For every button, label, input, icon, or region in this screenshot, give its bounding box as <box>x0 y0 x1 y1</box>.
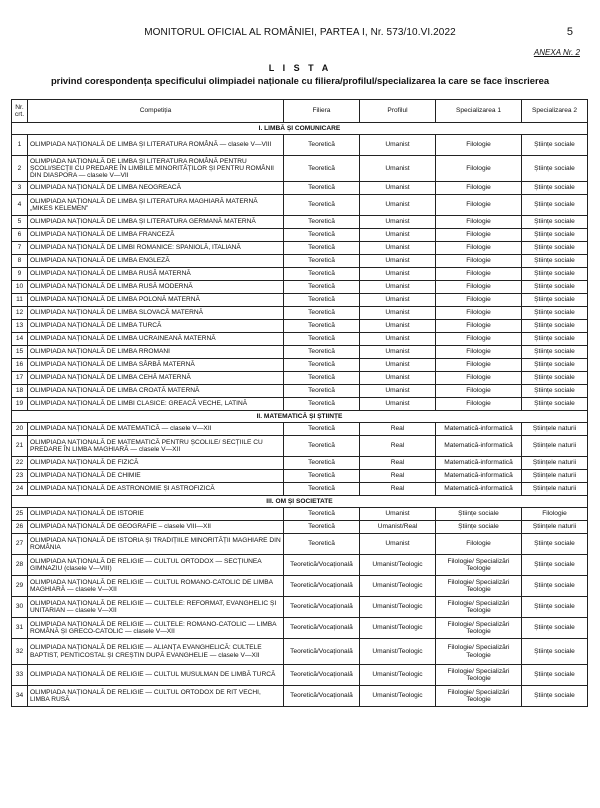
competition-name: OLIMPIADA NAȚIONALĂ DE LIMBA POLONĂ MATERNĂ <box>28 294 284 307</box>
table-row <box>12 665 588 686</box>
filiera-cell: Teoretică <box>284 436 360 457</box>
col-header-nr: Nr. crt. <box>12 100 28 123</box>
profil-cell: Umanist <box>360 385 436 398</box>
competition-name: OLIMPIADA NAȚIONALĂ DE LIMBA FRANCEZĂ <box>28 229 284 242</box>
competition-name: OLIMPIADA NAȚIONALĂ DE ISTORIA ȘI TRADIȚIILE MINORITĂȚII MAGHIARE DIN ROMÂNIA <box>28 534 284 555</box>
profil-cell: Umanist <box>360 307 436 320</box>
specializare2-cell: Științe sociale <box>522 229 588 242</box>
row-number: 13 <box>12 320 28 333</box>
specializare2-cell: Științele naturii <box>522 457 588 470</box>
profil-cell: Umanist <box>360 359 436 372</box>
filiera-cell: Teoretică/Vocațională <box>284 576 360 597</box>
row-number: 33 <box>12 665 28 686</box>
row-number: 9 <box>12 268 28 281</box>
row-number: 1 <box>12 135 28 156</box>
col-header-spec2: Specializarea 2 <box>522 100 588 123</box>
filiera-cell: Teoretică <box>284 398 360 411</box>
competition-name: OLIMPIADA NAȚIONALĂ DE RELIGIE — ALIANȚA EVANGHELICĂ: CULTELE BAPTIST, PENTICOSTAL ȘI CREȘTIN DUPĂ EVANGHELIE — clasele V—XII <box>28 639 284 665</box>
row-number: 21 <box>12 436 28 457</box>
col-header-spec1: Specializarea 1 <box>436 100 522 123</box>
document-title: L I S T A <box>268 63 332 73</box>
table-body <box>12 123 588 707</box>
specializare2-cell: Științele naturii <box>522 470 588 483</box>
filiera-cell: Teoretică <box>284 195 360 216</box>
page-number: 5 <box>566 26 573 38</box>
filiera-cell: Teoretică/Vocațională <box>284 555 360 576</box>
specializare2-cell: Științe sociale <box>522 333 588 346</box>
filiera-cell: Teoretică <box>284 216 360 229</box>
specializare2-cell: Științe sociale <box>522 372 588 385</box>
specializare2-cell: Științe sociale <box>522 156 588 182</box>
filiera-cell: Teoretică <box>284 508 360 521</box>
row-number: 20 <box>12 423 28 436</box>
specializare2-cell: Științe sociale <box>522 555 588 576</box>
filiera-cell: Teoretică <box>284 534 360 555</box>
profil-cell: Real <box>360 423 436 436</box>
filiera-cell: Teoretică <box>284 135 360 156</box>
competition-name: OLIMPIADA NAȚIONALĂ DE RELIGIE — CULTELE: REFORMAT, EVANGHELIC ȘI UNITARIAN — clasele V—XII <box>28 597 284 618</box>
filiera-cell: Teoretică <box>284 346 360 359</box>
specializare2-cell: Științe sociale <box>522 268 588 281</box>
profil-cell: Umanist <box>360 255 436 268</box>
specializare1-cell: Filologie/ Specializări Teologie <box>436 618 522 639</box>
row-number: 25 <box>12 508 28 521</box>
specializare1-cell: Filologie <box>436 333 522 346</box>
row-number: 15 <box>12 346 28 359</box>
competition-name: OLIMPIADA NAȚIONALĂ DE LIMBI CLASICE: GREACĂ VECHE, LATINĂ <box>28 398 284 411</box>
document-subtitle: privind corespondența specificului olimpiadei naționale cu filiera/profilul/specializarea la care se face înscrierea <box>50 75 550 86</box>
profil-cell: Umanist <box>360 242 436 255</box>
table-row <box>12 521 588 534</box>
profil-cell: Real <box>360 436 436 457</box>
filiera-cell: Teoretică <box>284 281 360 294</box>
profil-cell: Umanist <box>360 346 436 359</box>
filiera-cell: Teoretică <box>284 255 360 268</box>
competition-name: OLIMPIADA NAȚIONALĂ DE RELIGIE — CULTELE: ROMANO-CATOLIC — LIMBA ROMÂNĂ ȘI GRECO-CATOLIC — clasele V—XII <box>28 618 284 639</box>
competition-name: OLIMPIADA NAȚIONALĂ DE MATEMATICĂ — clasele V—XII <box>28 423 284 436</box>
specializare1-cell: Filologie/ Specializări Teologie <box>436 665 522 686</box>
row-number: 17 <box>12 372 28 385</box>
specializare1-cell: Filologie <box>436 229 522 242</box>
profil-cell: Umanist/Teologic <box>360 686 436 707</box>
row-number: 23 <box>12 470 28 483</box>
specializare2-cell: Științe sociale <box>522 307 588 320</box>
competition-name: OLIMPIADA NAȚIONALĂ DE LIMBA SLOVACĂ MATERNĂ <box>28 307 284 320</box>
competition-name: OLIMPIADA NAȚIONALĂ DE LIMBI ROMANICE: SPANIOLĂ, ITALIANĂ <box>28 242 284 255</box>
profil-cell: Umanist <box>360 135 436 156</box>
row-number: 16 <box>12 359 28 372</box>
filiera-cell: Teoretică <box>284 307 360 320</box>
specializare2-cell: Științe sociale <box>522 385 588 398</box>
table-row <box>12 320 588 333</box>
row-number: 6 <box>12 229 28 242</box>
profil-cell: Real <box>360 483 436 496</box>
profil-cell: Umanist <box>360 229 436 242</box>
competition-name: OLIMPIADA NAȚIONALĂ DE RELIGIE — CULTUL ROMANO-CATOLIC DE LIMBA MAGHIARĂ — clasele V—XII <box>28 576 284 597</box>
annex-label: ANEXA Nr. 2 <box>533 48 580 57</box>
row-number: 29 <box>12 576 28 597</box>
competition-name: OLIMPIADA NAȚIONALĂ DE LIMBA ȘI LITERATURA GERMANĂ MATERNĂ <box>28 216 284 229</box>
filiera-cell: Teoretică <box>284 182 360 195</box>
specializare1-cell: Filologie <box>436 346 522 359</box>
olympiad-table <box>11 99 588 707</box>
specializare2-cell: Științe sociale <box>522 576 588 597</box>
competition-name: OLIMPIADA NAȚIONALĂ DE LIMBA ENGLEZĂ <box>28 255 284 268</box>
profil-cell: Umanist <box>360 333 436 346</box>
competition-name: OLIMPIADA NAȚIONALĂ DE LIMBA ȘI LITERATURA ROMÂNĂ PENTRU ȘCOLI/SECȚII CU PREDARE ÎN LIMBILE MINORITĂȚILOR ȘI PENTRU ROMÂNII DIN DIASPORA — clasele V—VII <box>28 156 284 182</box>
specializare1-cell: Filologie <box>436 255 522 268</box>
specializare2-cell: Științe sociale <box>522 359 588 372</box>
row-number: 10 <box>12 281 28 294</box>
specializare1-cell: Filologie/ Specializări Teologie <box>436 639 522 665</box>
specializare1-cell: Științe sociale <box>436 521 522 534</box>
specializare2-cell: Științe sociale <box>522 398 588 411</box>
specializare2-cell: Științe sociale <box>522 597 588 618</box>
specializare1-cell: Matematică-informatică <box>436 470 522 483</box>
profil-cell: Umanist <box>360 508 436 521</box>
filiera-cell: Teoretică <box>284 457 360 470</box>
profil-cell: Umanist/Teologic <box>360 576 436 597</box>
table-row <box>12 423 588 436</box>
competition-name: OLIMPIADA NAȚIONALĂ DE LIMBA RUSĂ MODERNĂ <box>28 281 284 294</box>
profil-cell: Umanist/Teologic <box>360 665 436 686</box>
specializare1-cell: Filologie <box>436 281 522 294</box>
row-number: 7 <box>12 242 28 255</box>
profil-cell: Umanist/Teologic <box>360 618 436 639</box>
competition-name: OLIMPIADA NAȚIONALĂ DE LIMBA SÂRBĂ MATERNĂ <box>28 359 284 372</box>
specializare1-cell: Filologie <box>436 398 522 411</box>
specializare1-cell: Filologie <box>436 372 522 385</box>
row-number: 14 <box>12 333 28 346</box>
profil-cell: Umanist <box>360 398 436 411</box>
specializare1-cell: Filologie <box>436 182 522 195</box>
table-row <box>12 385 588 398</box>
filiera-cell: Teoretică <box>284 320 360 333</box>
specializare2-cell: Științe sociale <box>522 216 588 229</box>
filiera-cell: Teoretică <box>284 294 360 307</box>
specializare2-cell: Științe sociale <box>522 346 588 359</box>
profil-cell: Umanist/Real <box>360 521 436 534</box>
table-row <box>12 255 588 268</box>
table-row <box>12 182 588 195</box>
competition-name: OLIMPIADA NAȚIONALĂ DE LIMBA UCRAINEANĂ MATERNĂ <box>28 333 284 346</box>
specializare2-cell: Științe sociale <box>522 665 588 686</box>
table-row <box>12 639 588 665</box>
section-header-row <box>12 411 588 423</box>
table-row <box>12 135 588 156</box>
filiera-cell: Teoretică <box>284 156 360 182</box>
profil-cell: Umanist <box>360 156 436 182</box>
specializare1-cell: Filologie <box>436 242 522 255</box>
specializare2-cell: Științe sociale <box>522 182 588 195</box>
specializare1-cell: Filologie/ Specializări Teologie <box>436 555 522 576</box>
col-header-profilul: Profilul <box>360 100 436 123</box>
specializare2-cell: Științe sociale <box>522 294 588 307</box>
row-number: 8 <box>12 255 28 268</box>
competition-name: OLIMPIADA NAȚIONALĂ DE LIMBA RROMANI <box>28 346 284 359</box>
filiera-cell: Teoretică <box>284 470 360 483</box>
filiera-cell: Teoretică <box>284 385 360 398</box>
specializare1-cell: Filologie <box>436 320 522 333</box>
profil-cell: Umanist <box>360 372 436 385</box>
profil-cell: Umanist <box>360 195 436 216</box>
row-number: 11 <box>12 294 28 307</box>
specializare1-cell: Filologie <box>436 359 522 372</box>
profil-cell: Umanist/Teologic <box>360 555 436 576</box>
section-title: I. LIMBĂ ȘI COMUNICARE <box>12 123 588 135</box>
table-row <box>12 156 588 182</box>
specializare1-cell: Filologie <box>436 534 522 555</box>
table-row <box>12 359 588 372</box>
specializare2-cell: Științe sociale <box>522 195 588 216</box>
specializare1-cell: Matematică-informatică <box>436 483 522 496</box>
competition-name: OLIMPIADA NAȚIONALĂ DE RELIGIE — CULTUL ORTODOX — SECȚIUNEA GIMNAZIU (clasele V—VIII) <box>28 555 284 576</box>
competition-name: OLIMPIADA NAȚIONALĂ DE LIMBA ȘI LITERATURA ROMÂNĂ — clasele V—VIII <box>28 135 284 156</box>
competition-name: OLIMPIADA NAȚIONALĂ DE LIMBA CEHĂ MATERNĂ <box>28 372 284 385</box>
table-row <box>12 294 588 307</box>
specializare2-cell: Științe sociale <box>522 320 588 333</box>
competition-name: OLIMPIADA NAȚIONALĂ DE RELIGIE — CULTUL MUSULMAN DE LIMBĂ TURCĂ <box>28 665 284 686</box>
competition-name: OLIMPIADA NAȚIONALĂ DE MATEMATICĂ PENTRU ȘCOLILE/ SECȚIILE CU PREDARE ÎN LIMBA MAGHIARĂ — clasele V—XII <box>28 436 284 457</box>
profil-cell: Umanist <box>360 320 436 333</box>
profil-cell: Umanist <box>360 268 436 281</box>
filiera-cell: Teoretică <box>284 359 360 372</box>
specializare1-cell: Filologie <box>436 156 522 182</box>
profil-cell: Umanist <box>360 534 436 555</box>
col-header-competitia: Competiția <box>28 100 284 123</box>
specializare2-cell: Științele naturii <box>522 483 588 496</box>
profil-cell: Umanist <box>360 216 436 229</box>
table-row <box>12 508 588 521</box>
specializare2-cell: Științele naturii <box>522 436 588 457</box>
section-title: III. OM ȘI SOCIETATE <box>12 496 588 508</box>
filiera-cell: Teoretică <box>284 242 360 255</box>
table-row <box>12 216 588 229</box>
competition-name: OLIMPIADA NAȚIONALĂ DE RELIGIE — CULTUL ORTODOX DE RIT VECHI, LIMBA RUSĂ <box>28 686 284 707</box>
table-row <box>12 534 588 555</box>
table-row <box>12 555 588 576</box>
row-number: 5 <box>12 216 28 229</box>
specializare2-cell: Științe sociale <box>522 255 588 268</box>
table-row <box>12 576 588 597</box>
profil-cell: Umanist <box>360 281 436 294</box>
specializare2-cell: Științele naturii <box>522 521 588 534</box>
row-number: 26 <box>12 521 28 534</box>
row-number: 22 <box>12 457 28 470</box>
competition-name: OLIMPIADA NAȚIONALĂ DE GEOGRAFIE – clasele VIII—XII <box>28 521 284 534</box>
specializare2-cell: Științe sociale <box>522 686 588 707</box>
competition-name: OLIMPIADA NAȚIONALĂ DE FIZICĂ <box>28 457 284 470</box>
competition-name: OLIMPIADA NAȚIONALĂ DE LIMBA ȘI LITERATURA MAGHIARĂ MATERNĂ „MIKES KELEMEN” <box>28 195 284 216</box>
specializare1-cell: Matematică-informatică <box>436 423 522 436</box>
table-row <box>12 457 588 470</box>
row-number: 31 <box>12 618 28 639</box>
competition-name: OLIMPIADA NAȚIONALĂ DE LIMBA TURCĂ <box>28 320 284 333</box>
specializare1-cell: Filologie/ Specializări Teologie <box>436 597 522 618</box>
row-number: 12 <box>12 307 28 320</box>
specializare1-cell: Filologie <box>436 135 522 156</box>
row-number: 19 <box>12 398 28 411</box>
specializare2-cell: Științe sociale <box>522 618 588 639</box>
table-row <box>12 307 588 320</box>
specializare2-cell: Științe sociale <box>522 534 588 555</box>
filiera-cell: Teoretică/Vocațională <box>284 597 360 618</box>
competition-name: OLIMPIADA NAȚIONALĂ DE LIMBA NEOGREACĂ <box>28 182 284 195</box>
specializare1-cell: Matematică-informatică <box>436 436 522 457</box>
page-header <box>0 27 600 41</box>
table-row <box>12 398 588 411</box>
table-row <box>12 229 588 242</box>
gazette-title: MONITORUL OFICIAL AL ROMÂNIEI, PARTEA I, Nr. 573/10.VI.2022 <box>144 27 456 38</box>
table-row <box>12 372 588 385</box>
competition-name: OLIMPIADA NAȚIONALĂ DE LIMBA RUSĂ MATERNĂ <box>28 268 284 281</box>
profil-cell: Umanist/Teologic <box>360 639 436 665</box>
row-number: 24 <box>12 483 28 496</box>
competition-name: OLIMPIADA NAȚIONALĂ DE ISTORIE <box>28 508 284 521</box>
filiera-cell: Teoretică <box>284 372 360 385</box>
table-row <box>12 483 588 496</box>
row-number: 34 <box>12 686 28 707</box>
filiera-cell: Teoretică <box>284 423 360 436</box>
specializare1-cell: Filologie <box>436 385 522 398</box>
col-header-filiera: Filiera <box>284 100 360 123</box>
row-number: 28 <box>12 555 28 576</box>
specializare2-cell: Științe sociale <box>522 281 588 294</box>
table-row <box>12 195 588 216</box>
table-row <box>12 333 588 346</box>
specializare2-cell: Științe sociale <box>522 242 588 255</box>
table-row <box>12 436 588 457</box>
competition-name: OLIMPIADA NAȚIONALĂ DE LIMBA CROATĂ MATERNĂ <box>28 385 284 398</box>
section-title: II. MATEMATICĂ ȘI ȘTIINȚE <box>12 411 588 423</box>
table-row <box>12 470 588 483</box>
table-row <box>12 268 588 281</box>
specializare1-cell: Filologie/ Specializări Teologie <box>436 686 522 707</box>
profil-cell: Real <box>360 457 436 470</box>
filiera-cell: Teoretică <box>284 229 360 242</box>
profil-cell: Umanist <box>360 294 436 307</box>
row-number: 32 <box>12 639 28 665</box>
filiera-cell: Teoretică <box>284 521 360 534</box>
specializare1-cell: Filologie <box>436 216 522 229</box>
row-number: 18 <box>12 385 28 398</box>
specializare1-cell: Filologie <box>436 307 522 320</box>
specializare1-cell: Filologie <box>436 268 522 281</box>
table-row <box>12 242 588 255</box>
row-number: 2 <box>12 156 28 182</box>
specializare1-cell: Științe sociale <box>436 508 522 521</box>
filiera-cell: Teoretică/Vocațională <box>284 665 360 686</box>
profil-cell: Real <box>360 470 436 483</box>
competition-name: OLIMPIADA NAȚIONALĂ DE ASTRONOMIE ȘI ASTROFIZICĂ <box>28 483 284 496</box>
table-row <box>12 686 588 707</box>
specializare2-cell: Filologie <box>522 508 588 521</box>
specializare1-cell: Filologie/ Specializări Teologie <box>436 576 522 597</box>
filiera-cell: Teoretică <box>284 268 360 281</box>
filiera-cell: Teoretică/Vocațională <box>284 639 360 665</box>
row-number: 30 <box>12 597 28 618</box>
competition-name: OLIMPIADA NAȚIONALĂ DE CHIMIE <box>28 470 284 483</box>
specializare2-cell: Științele naturii <box>522 423 588 436</box>
profil-cell: Umanist <box>360 182 436 195</box>
table-row <box>12 281 588 294</box>
row-number: 3 <box>12 182 28 195</box>
filiera-cell: Teoretică/Vocațională <box>284 618 360 639</box>
profil-cell: Umanist/Teologic <box>360 597 436 618</box>
specializare2-cell: Științe sociale <box>522 135 588 156</box>
table-row <box>12 618 588 639</box>
table-row <box>12 346 588 359</box>
filiera-cell: Teoretică/Vocațională <box>284 686 360 707</box>
filiera-cell: Teoretică <box>284 483 360 496</box>
row-number: 4 <box>12 195 28 216</box>
specializare1-cell: Filologie <box>436 195 522 216</box>
row-number: 27 <box>12 534 28 555</box>
specializare1-cell: Matematică-informatică <box>436 457 522 470</box>
filiera-cell: Teoretică <box>284 333 360 346</box>
section-header-row <box>12 123 588 135</box>
table-row <box>12 597 588 618</box>
specializare1-cell: Filologie <box>436 294 522 307</box>
specializare2-cell: Științe sociale <box>522 639 588 665</box>
table-header-row <box>12 100 588 123</box>
section-header-row <box>12 496 588 508</box>
